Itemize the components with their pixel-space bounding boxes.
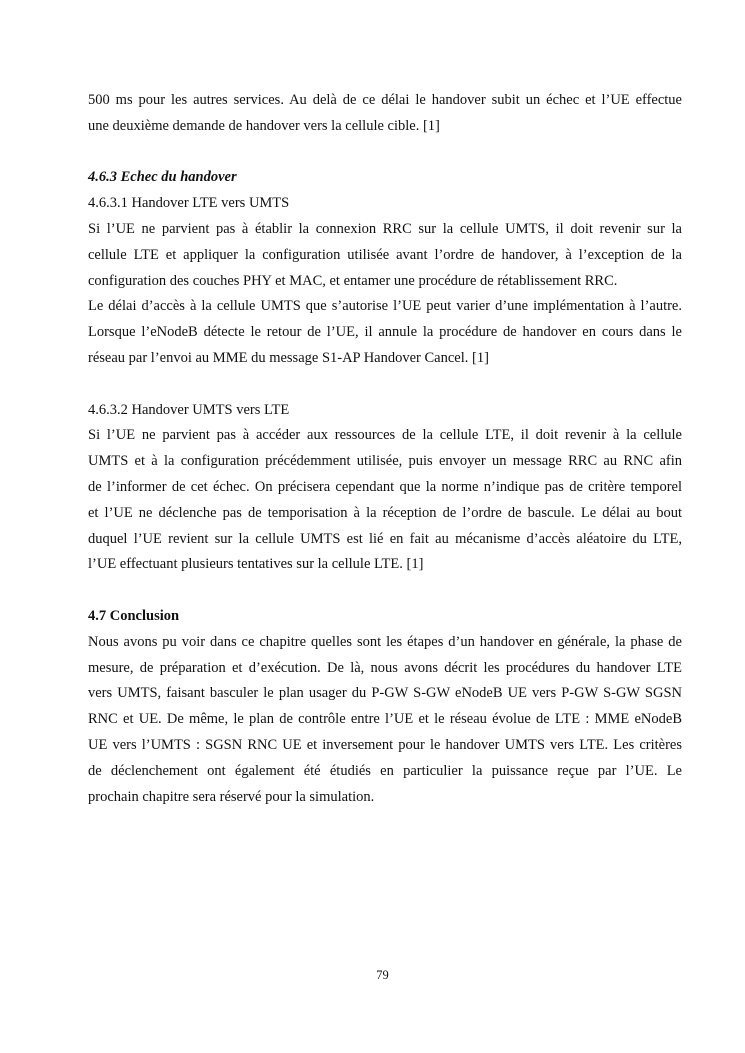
subsection-heading-4-6-3-2: 4.6.3.2 Handover UMTS vers LTE (88, 401, 290, 418)
text-line: réseau par l’envoi au MME du message S1-AP Handover Cancel. [1] (88, 349, 489, 366)
page-body (88, 88, 682, 810)
conclusion-paragraph (88, 630, 682, 811)
text-line: de déclenchement ont également été étudiés en particulier la puissance reçue par l’UE. Le (88, 762, 682, 779)
text-line: configuration des couches PHY et MAC, et entamer une procédure de rétablissement RRC. (88, 272, 618, 289)
text-line: mesure, de préparation et d’exécution. De là, nous avons décrit les procédures du handover LTE (88, 659, 682, 676)
text-line: Le délai d’accès à la cellule UMTS que s’autorise l’UE peut varier d’une implémentation à l’autre. (88, 298, 682, 315)
text-line: prochain chapitre sera réservé pour la simulation. (88, 788, 375, 805)
paragraph (88, 423, 682, 578)
section-heading-4-6-3: 4.6.3 Echec du handover (88, 169, 237, 186)
text-line: et l’UE ne déclenche pas de temporisation à la réception de l’ordre de bascule. Le délai au bout (88, 504, 682, 521)
text-line: Lorsque l’eNodeB détecte le retour de l’UE, il annule la procédure de handover en cours dans le (88, 324, 682, 341)
text-line: UMTS et à la configuration précédemment utilisée, puis envoyer un message RRC au RNC afin (88, 453, 682, 470)
page-number: 79 (376, 968, 389, 982)
text-line: 500 ms pour les autres services. Au delà de ce délai le handover subit un échec et l’UE effectue (88, 92, 682, 108)
paragraph (88, 217, 682, 294)
text-line: Si l’UE ne parvient pas à accéder aux ressources de la cellule LTE, il doit revenir à la cellule (88, 427, 682, 444)
text-line: cellule LTE et appliquer la configuration utilisée avant l’ordre de handover, à l’exception de la (88, 246, 682, 263)
text-line: une deuxième demande de handover vers la cellule cible. [1] (88, 117, 440, 134)
text-line: Nous avons pu voir dans ce chapitre quelles sont les étapes d’un handover en générale, la phase de (88, 633, 682, 650)
text-line: vers UMTS, faisant basculer le plan usager du P-GW S-GW eNodeB UE vers P-GW S-GW SGSN (88, 685, 682, 702)
section-heading-4-7: 4.7 Conclusion (88, 607, 180, 624)
text-line: de l’informer de cet échec. On précisera cependant que la norme n’indique pas de critère temporel (88, 478, 682, 495)
text-line: UE vers l’UMTS : SGSN RNC UE et inversement pour le handover UMTS vers LTE. Les critères (88, 736, 682, 753)
text-line: Si l’UE ne parvient pas à établir la connexion RRC sur la cellule UMTS, il doit revenir sur la (88, 220, 682, 237)
subsection-heading-4-6-3-1: 4.6.3.1 Handover LTE vers UMTS (88, 195, 290, 212)
intro-paragraph (88, 88, 682, 140)
text-line: l’UE effectuant plusieurs tentatives sur la cellule LTE. [1] (88, 556, 424, 573)
text-line: duquel l’UE revient sur la cellule UMTS est lié en fait au mécanisme d’accès aléatoire du LTE, (88, 530, 682, 547)
paragraph (88, 294, 682, 371)
text-line: RNC et UE. De même, le plan de contrôle entre l’UE et le réseau évolue de LTE : MME eNodeB (88, 711, 682, 728)
